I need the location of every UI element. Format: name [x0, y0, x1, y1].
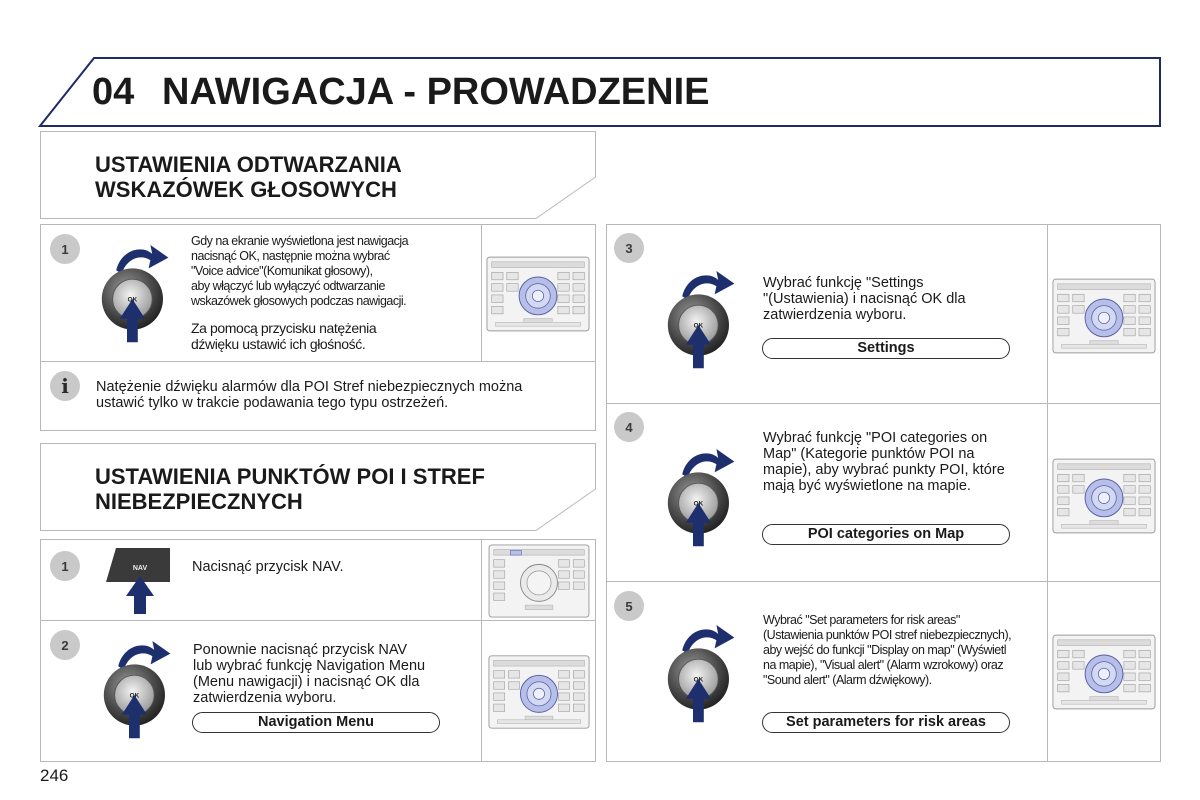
settings-pill: Settings — [762, 338, 1010, 359]
poi-step-1-badge: 1 — [50, 551, 80, 581]
navigation-menu-pill: Navigation Menu — [192, 712, 440, 733]
voice-step-1-volume-text: Za pomocą przycisku natężenia dźwięku ustawić ich głośność. — [191, 320, 377, 352]
step-5-badge: 5 — [614, 591, 644, 621]
step-5-text: Wybrać "Set parameters for risk areas" (Ustawienia punktów POI stref niebezpiecznych), aby wejść do funkcji "Display on map" (Wyświetl na mapie), "Visual alert" (Alarm wzrokowy) oraz "Sound alert" (Alarm dźwiękowy). — [763, 613, 1012, 687]
radio-panel-icon — [486, 256, 590, 332]
step-4-badge: 4 — [614, 412, 644, 442]
svg-text:NAV: NAV — [132, 565, 148, 572]
radio-panel-icon — [1052, 634, 1156, 710]
set-parameters-pill: Set parameters for risk areas — [762, 712, 1010, 733]
section-voice-title-line2: WSKAZÓWEK GŁOSOWYCH — [95, 177, 397, 202]
step-3-badge: 3 — [614, 233, 644, 263]
radio-panel-icon — [1052, 278, 1156, 354]
section-voice-title-line1: USTAWIENIA ODTWARZANIA — [95, 152, 402, 177]
ok-knob-icon — [100, 236, 172, 344]
radio-panel-nav-icon — [488, 544, 590, 618]
step-3-text: Wybrać funkcję "Settings "(Ustawienia) i nacisnąć OK dla zatwierdzenia wyboru. — [763, 275, 966, 323]
step-4-text: Wybrać funkcję "POI categories on Map" (Kategorie punktów POI na mapie), aby wybrać punkty POI, które mają być wyświetlone na mapie. — [763, 430, 1005, 494]
section-poi-title-line1: USTAWIENIA PUNKTÓW POI I STREF — [95, 464, 485, 489]
info-icon: i — [50, 371, 80, 401]
radio-panel-icon — [1052, 458, 1156, 534]
voice-step-1-text: Gdy na ekranie wyświetlona jest nawigacja nacisnąć OK, następnie można wybrać "Voice advice"(Komunikat głosowy), aby włączyć lub wyłączyć odtwarzanie wskazówek głosowych podczas nawigacji. — [191, 234, 409, 308]
ok-knob-icon — [102, 632, 174, 740]
poi-step-2-text: Ponownie nacisnąć przycisk NAV lub wybrać funkcję Navigation Menu (Menu nawigacji) i nacisnąć OK dla zatwierdzenia wyboru. — [193, 642, 426, 706]
poi-step-1-text: Nacisnąć przycisk NAV. — [192, 559, 344, 575]
ok-knob-icon — [666, 440, 738, 548]
section-poi-title-line2: NIEBEZPIECZNYCH — [95, 489, 303, 514]
poi-categories-pill: POI categories on Map — [762, 524, 1010, 545]
ok-knob-icon — [666, 616, 738, 724]
ok-knob-icon — [666, 262, 738, 370]
chapter-title: NAWIGACJA - PROWADZENIE — [162, 71, 710, 113]
voice-step-1-badge: 1 — [50, 234, 80, 264]
chapter-number: 04 — [92, 71, 135, 113]
poi-step-2-badge: 2 — [50, 630, 80, 660]
radio-panel-icon — [488, 654, 590, 730]
voice-info-text: Natężenie dźwięku alarmów dla POI Stref niebezpiecznych można ustawić tylko w trakcie podawania tego typu ostrzeżeń. — [96, 379, 523, 411]
nav-button-icon — [104, 546, 174, 616]
page-number: 246 — [40, 766, 69, 785]
